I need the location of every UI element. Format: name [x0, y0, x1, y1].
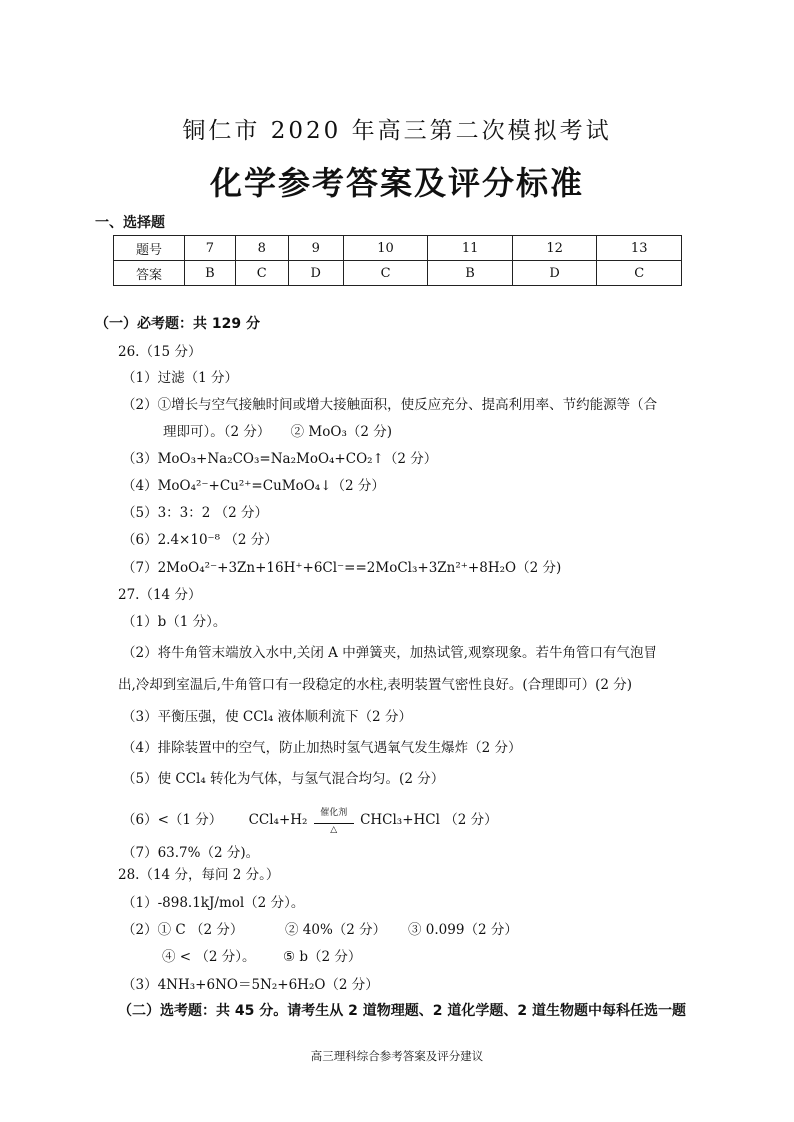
table-cell: C: [343, 261, 428, 286]
q27-line-6: [122, 808, 498, 835]
table-cell: D: [512, 261, 597, 286]
section-heading-optional: （二）选考题：共 45 分。请考生从 2 道物理题、2 道化学题、2 道生物题中每科任选一题: [118, 1003, 686, 1019]
table-row-answers: [114, 261, 682, 286]
q27-heading: 27.（14 分）: [118, 587, 202, 603]
table-cell: 答案: [114, 261, 185, 286]
section-heading-choice: 一、选择题: [95, 215, 165, 231]
q27-equation-products: CHCl₃+HCl （2 分）: [360, 812, 498, 828]
q27-line-4: （4）排除装置中的空气，防止加热时氢气遇氧气发生爆炸（2 分）: [122, 740, 522, 756]
q28-line-1: （1）-898.1kJ/mol（2 分）。: [122, 895, 305, 911]
q27-line-2b: 出,冷却到室温后,牛角管口有一段稳定的水柱,表明装置气密性良好。(合理即可）(2 分): [118, 677, 633, 693]
q26-line-6: （6）2.4×10⁻⁸ （2 分）: [122, 532, 278, 548]
table-cell: 10: [343, 236, 428, 261]
table-row-question-numbers: [114, 236, 682, 261]
q26-line-4: （4）MoO₄²⁻+Cu²⁺=CuMoO₄↓（2 分）: [122, 478, 385, 494]
table-cell: 题号: [114, 236, 185, 261]
document-title: 铜仁市 2020 年高三第二次模拟考试: [182, 118, 612, 144]
q27-line-6-answer: （6）<（1 分）: [122, 812, 223, 828]
q26-line-2b: 理即可）。（2 分） ② MoO₃（2 分): [163, 424, 392, 440]
q26-line-1: （1）过滤（1 分）: [122, 370, 238, 386]
catalyst-arrow: [314, 808, 354, 835]
reaction-arrow: [314, 818, 354, 824]
heat-symbol: △: [330, 825, 338, 835]
table-cell: D: [288, 261, 343, 286]
table-cell: 12: [512, 236, 597, 261]
q28-line-3: （3）4NH₃+6NO＝5N₂+6H₂O（2 分）: [122, 977, 379, 993]
q28-line-2a-1: （2）① C （2 分）: [122, 922, 244, 938]
q27-line-5: （5）使 CCl₄ 转化为气体，与氢气混合均匀。(2 分）: [122, 771, 445, 787]
table-cell: 11: [428, 236, 513, 261]
document-subtitle: 化学参考答案及评分标准: [209, 164, 584, 202]
table-cell: C: [597, 261, 682, 286]
q28-line-2b-2: ⑤ b（2 分）: [283, 949, 362, 965]
table-cell: B: [185, 261, 236, 286]
catalyst-label: 催化剂: [320, 808, 348, 818]
page-footer: 高三理科综合参考答案及评分建议: [310, 1049, 484, 1063]
table-cell: B: [428, 261, 513, 286]
q26-line-2a: （2）①增长与空气接触时间或增大接触面积，使反应充分、提高利用率、节约能源等（合: [122, 397, 658, 413]
table-cell: 8: [235, 236, 288, 261]
q27-line-3: （3）平衡压强，使 CCl₄ 液体顺利流下（2 分）: [122, 709, 412, 725]
answer-table: [113, 235, 682, 286]
q27-equation-reactants: CCl₄+H₂: [248, 812, 308, 828]
table-cell: C: [235, 261, 288, 286]
section-heading-required: （一）必考题：共 129 分: [95, 316, 260, 332]
q27-line-2a: （2）将牛角管末端放入水中,关闭 A 中弹簧夹，加热试管,观察现象。若牛角管口有气泡冒: [122, 645, 658, 661]
table-cell: 7: [185, 236, 236, 261]
q26-heading: 26.（15 分）: [118, 344, 202, 360]
q27-line-1: （1）b（1 分）。: [122, 614, 227, 630]
q28-heading: 28.（14 分，每问 2 分。）: [118, 867, 280, 883]
table-cell: 13: [597, 236, 682, 261]
table-cell: 9: [288, 236, 343, 261]
q26-line-7: （7）2MoO₄²⁻+3Zn+16H⁺+6Cl⁻==2MoCl₃+3Zn²⁺+8H₂O（2 分): [122, 560, 562, 576]
q26-line-3: （3）MoO₃+Na₂CO₃=Na₂MoO₄+CO₂↑（2 分）: [122, 451, 438, 467]
q28-line-2a-2: ② 40%（2 分）: [285, 922, 387, 938]
q26-line-5: （5）3：3：2 （2 分）: [122, 505, 269, 521]
q27-line-7: （7）63.7%（2 分)。: [122, 845, 260, 861]
q28-line-2b-1: ④ < （2 分）。: [162, 949, 256, 965]
q28-line-2a-3: ③ 0.099（2 分）: [408, 922, 518, 938]
